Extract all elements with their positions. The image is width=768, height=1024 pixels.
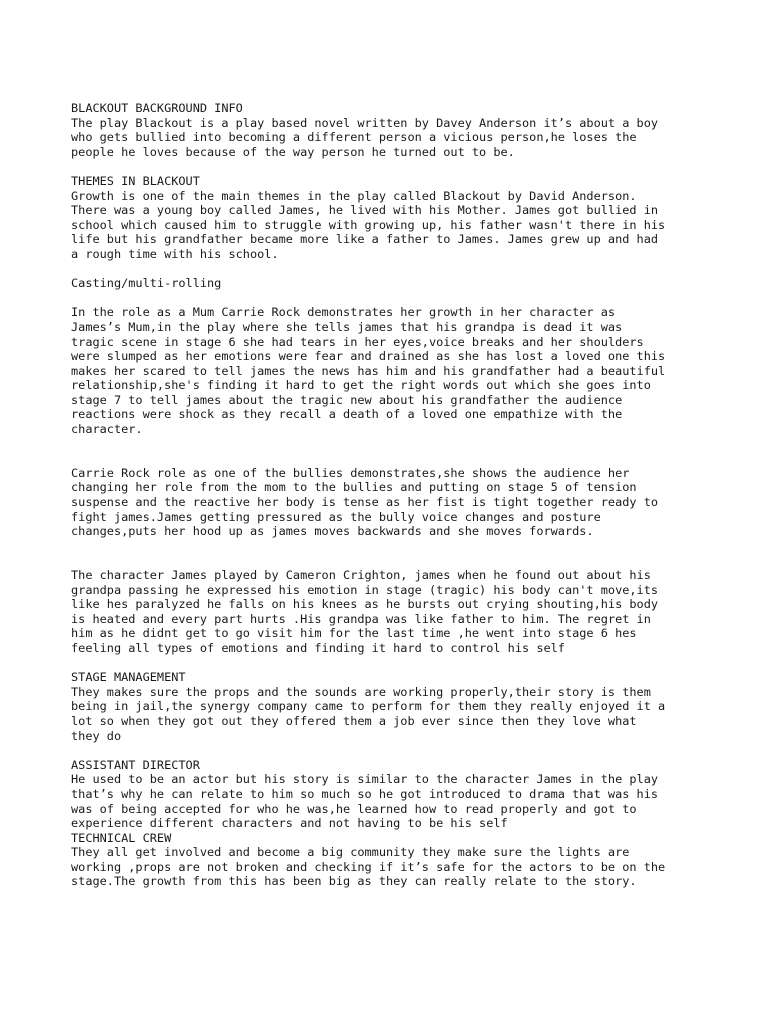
spacer (71, 539, 711, 568)
background-paragraph: The play Blackout is a play based novel written by Davey Anderson it’s about a boy who gets bullied into becoming a different person a vicious person,he loses the people he loves because of the way person he turned out to be. (71, 115, 659, 159)
stage-management-paragraph: They makes sure the props and the sounds are working properly,their story is them being in jail,the synergy company came to perform for them they really enjoyed it a lot so when they got out they offered them a job ever since then they love what they do (71, 684, 666, 743)
technical-crew-heading: TECHNICAL CREW (71, 830, 172, 845)
assistant-director-heading: ASSISTANT DIRECTOR (71, 757, 200, 772)
themes-paragraph: Growth is one of the main themes in the play called Blackout by David Anderson. There was a young boy called James, he lived with his Mother. James got bullied in school which caused him to struggle with growing up, his father wasn't there in his life but his grandfather became more like a father to James. James grew up and had a rough time with his school. (71, 188, 666, 261)
spacer (71, 437, 711, 466)
spacer (71, 656, 711, 671)
technical-crew-paragraph: They all get involved and become a big community they make sure the lights are working ,props are not broken and checking if it’s safe for the actors to be on the stage.The growth from this has been big as they can really relate to the story. (71, 845, 666, 889)
casting-james-paragraph: The character James played by Cameron Crighton, james when he found out about his grandpa passing he expressed his emotion in stage (tragic) his body can't move,its like hes paralyzed he falls on his knees as he bursts out crying shouting,his body is heated and every part hurts .His grandpa was like father to him. The regret in him as he didnt get to go visit him for the last time ,he went into stage 6 hes feeling all types of emotions and finding it hard to control his self (71, 568, 659, 655)
casting-mum-paragraph: In the role as a Mum Carrie Rock demonstrates her growth in her character as James’s Mum,in the play where she tells james that his grandpa is dead it was tragic scene in stage 6 she had tears in her eyes,voice breaks and her shoulders were slumped as her emotions were fear and drained as she has lost a loved one this makes her scared to tell james the news has him and his grandfather had a beautiful relationship,she's finding it hard to get the right words out which she goes into stage 7 to tell james about the tragic new about his grandfather the audience reactions were shock as they recall a death of a loved one empathize with the character. (71, 305, 666, 437)
spacer (71, 743, 711, 758)
themes-heading: THEMES IN BLACKOUT (71, 173, 200, 188)
document-body (71, 101, 711, 889)
background-heading: BLACKOUT BACKGROUND INFO (71, 101, 243, 115)
casting-bully-paragraph: Carrie Rock role as one of the bullies demonstrates,she shows the audience her changing her role from the mom to the bullies and putting on stage 5 of tension suspense and the reactive her body is tense as her fist is tight together ready to fight james.James getting pressured as the bully voice changes and posture changes,puts her hood up as james moves backwards and she moves forwards. (71, 465, 659, 539)
stage-management-heading: STAGE MANAGEMENT (71, 670, 186, 685)
spacer (71, 291, 711, 306)
assistant-director-paragraph: He used to be an actor but his story is similar to the character James in the play that’s why he can relate to him so much so he got introduced to drama that was his was of being accepted for who he was,he learned how to read properly and got to experience different characters and not having to be his self (71, 772, 659, 831)
spacer (71, 159, 711, 174)
spacer (71, 262, 711, 277)
casting-heading: Casting/multi-rolling (71, 276, 222, 291)
